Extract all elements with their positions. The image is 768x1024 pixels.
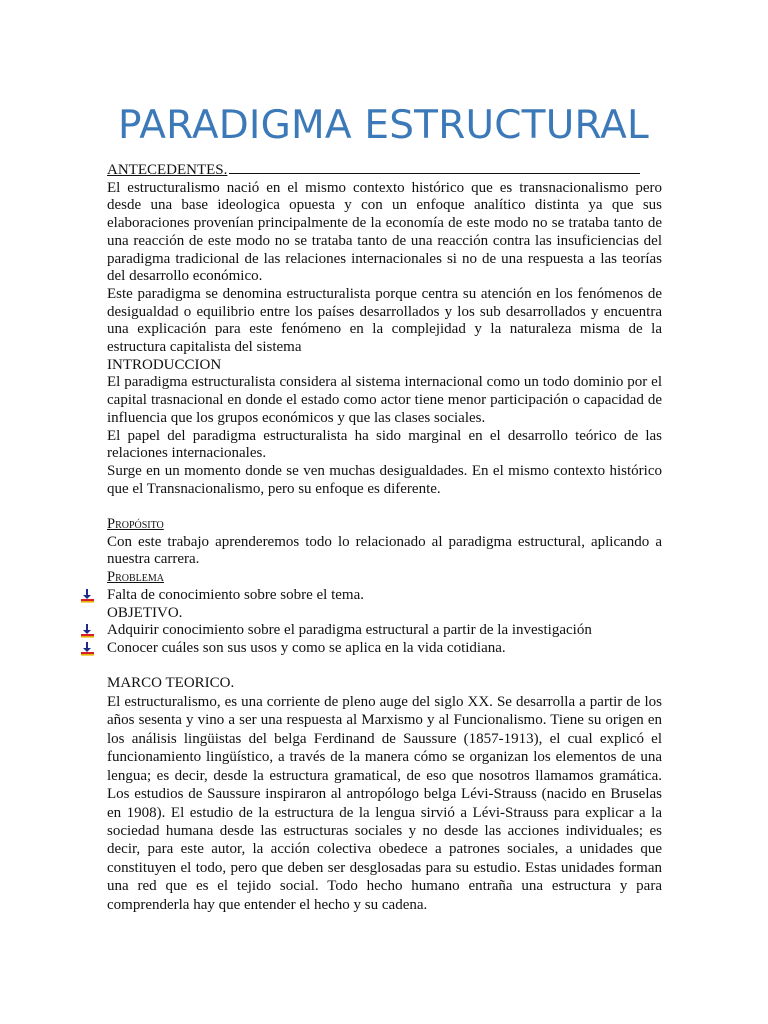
spacer xyxy=(107,498,662,516)
marco-teorico-section xyxy=(107,675,662,914)
introduccion-heading: INTRODUCCION xyxy=(107,356,222,373)
proposito-heading: Propósito xyxy=(107,516,164,533)
arrow-bullet-icon xyxy=(81,624,95,638)
antecedentes-heading: ANTECEDENTES. xyxy=(107,160,662,180)
introduccion-paragraph-1: El paradigma estructuralista considera al sistema internacional como un todo dominio por el capital trasnacional en donde el estado como actor tiene menor participación o capacidad de influencia que los grupos económicos y que las clases sociales. xyxy=(107,374,662,426)
introduccion-paragraph-3: Surge en un momento donde se ven muchas desigualdades. En el mismo contexto histórico que el Transnacionalismo, pero su enfoque es diferente. xyxy=(107,462,662,497)
document-body xyxy=(107,160,662,914)
arrow-bullet-icon xyxy=(81,589,95,603)
marco-teorico-heading: MARCO TEORICO. xyxy=(107,675,235,692)
antecedentes-paragraph-1: El estructuralismo nació en el mismo contexto histórico que es transnacionalismo pero desde una base ideologica opuesta y con un enfoque analítico distinta ya que sus elaboraciones provenían principalmente de la economía de este modo no se trataba tanto de una reacción de este modo no se trataba tanto de una reacción contra las insuficiencias del paradigma tradicional de las relaciones internacionales si no de una respuesta a las teorías del desarrollo económico. xyxy=(107,179,662,285)
arrow-bullet-icon xyxy=(81,642,95,656)
introduccion-paragraph-2: El papel del paradigma estructuralista ha sido marginal en el desarrollo teórico de las relaciones internacionales. xyxy=(107,427,662,462)
document-title: PARADIGMA ESTRUCTURAL xyxy=(118,103,649,148)
problema-item: Falta de conocimiento sobre sobre el tema. xyxy=(107,587,662,605)
objetivo-item: Conocer cuáles son sus usos y como se aplica en la vida cotidiana. xyxy=(107,640,662,658)
spacer xyxy=(107,658,662,676)
problema-heading: Problema xyxy=(107,569,164,586)
proposito-text: Con este trabajo aprenderemos todo lo relacionado al paradigma estructural, aplicando a nuestra carrera. xyxy=(107,533,662,568)
marco-teorico-text: El estructuralismo, es una corriente de pleno auge del siglo XX. Se desarrolla a partir de los años sesenta y vino a ser una respuesta al Marxismo y al Funcionalismo. Tiene su origen en los análisis lingüistas del belga Ferdinand de Saussure (1857-1913), el cual explicó el funcionamiento lingüístico, a través de la manera cómo se organizan los elementos de una lengua; es decir, desde la estructura gramatical, de eso que nosotros llamamos gramática. Los estudios de Saussure inspiraron al antropólogo belga Lévi-Strauss (nacido en Bruselas en 1908). El estudio de la estructura de la lengua sirvió a Lévi-Strauss para explicar a la sociedad humana desde las estructuras sociales y no desde las acciones individuales; es decir, para este autor, la acción colectiva obedece a patrones sociales, a unidades que constituyen el todo, pero que deben ser desglosadas para su estudio. Estas unidades forman una red que es el tejido social. Todo hecho humano entraña una estructura y para comprenderla hay que entender el hecho y su cadena. xyxy=(107,694,662,913)
objetivo-heading: OBJETIVO. xyxy=(107,604,183,621)
objetivo-item: Adquirir conocimiento sobre el paradigma estructural a partir de la investigación xyxy=(107,622,662,640)
heading-underline xyxy=(229,160,640,174)
antecedentes-paragraph-2: Este paradigma se denomina estructuralista porque centra su atención en los fenómenos de desigualdad o equilibrio entre los países desarrollados y los sub desarrollados y encuentra una explicación para este fenómeno en la complejidad y la naturaleza misma de la estructura capitalista del sistema xyxy=(107,285,662,356)
